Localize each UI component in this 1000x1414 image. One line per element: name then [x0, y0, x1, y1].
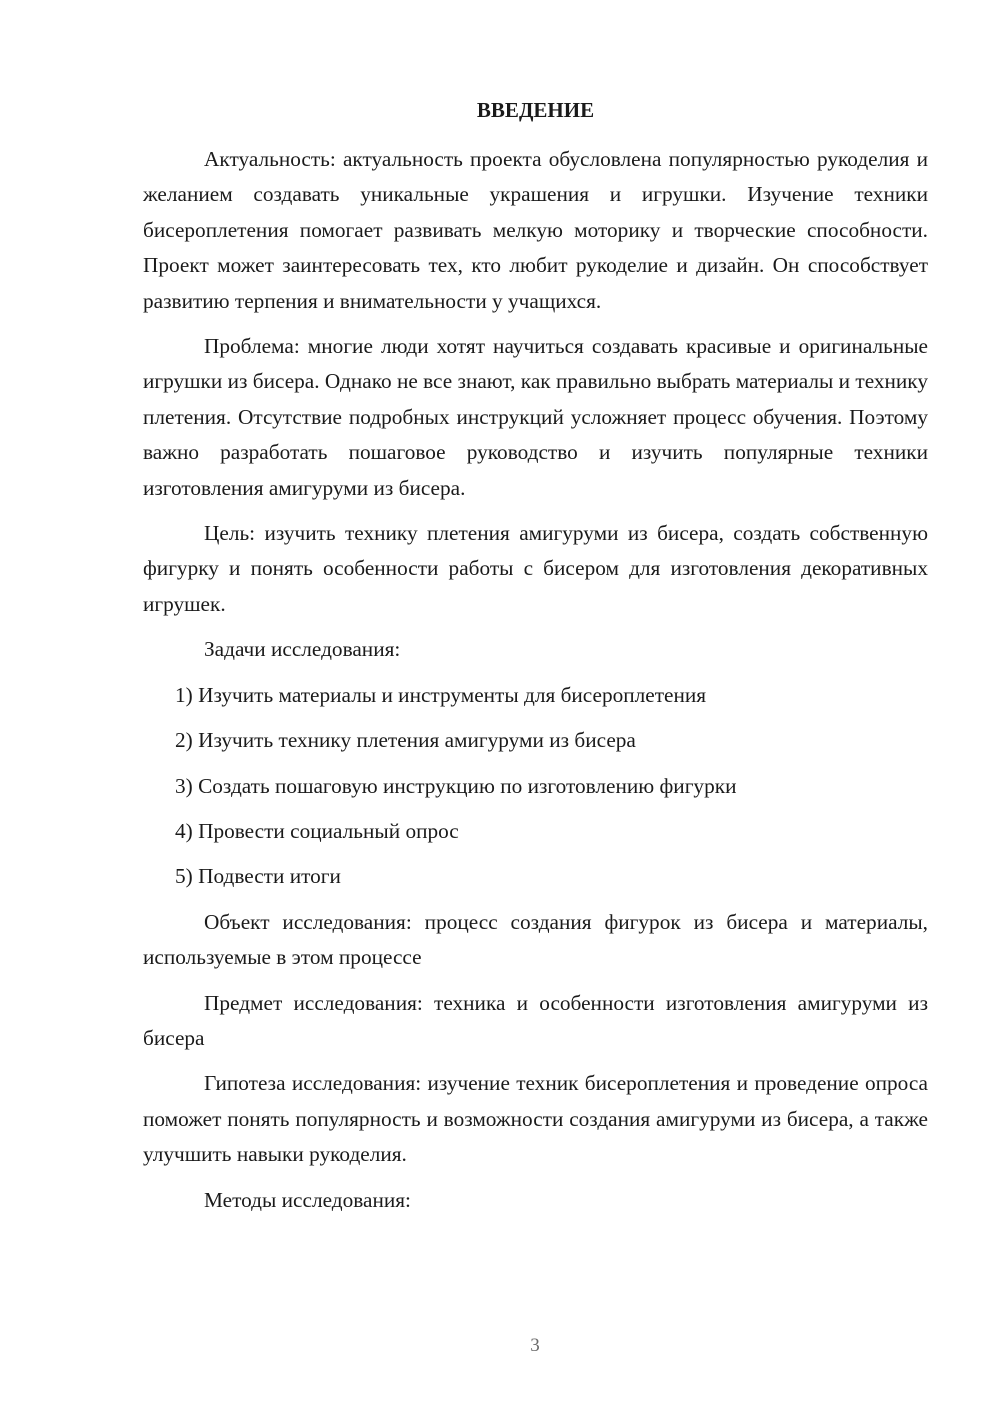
page-number: 3 [530, 1335, 540, 1356]
subject-paragraph: Предмет исследования: техника и особенности изготовления амигуруми из бисера [143, 990, 928, 1050]
object-paragraph: Объект исследования: процесс создания фигурок из бисера и материалы, используемые в этом процессе [143, 909, 928, 970]
list-item: 4) Провести социальный опрос [175, 818, 459, 843]
methods-heading: Методы исследования: [204, 1187, 411, 1212]
tasks-heading: Задачи исследования: [204, 637, 401, 662]
list-item: 3) Создать пошаговую инструкцию по изготовлению фигурки [175, 773, 737, 798]
tasks-list [143, 678, 928, 895]
document-page [143, 96, 928, 1228]
list-item: 1) Изучить материалы и инструменты для бисероплетения [175, 682, 707, 707]
relevance-paragraph: Актуальность: актуальность проекта обусловлена популярностью рукоделия и желанием создавать уникальные украшения и игрушки. Изучение техники бисероплетения помогает развивать мелкую моторику и творческие способности. Проект может заинтересовать тех, кто любит рукоделие и дизайн. Он способствует развитию терпения и внимательности у учащихся. [143, 147, 928, 313]
goal-paragraph: Цель: изучить технику плетения амигуруми из бисера, создать собственную фигурку и понять особенности работы с бисером для изготовления декоративных игрушек. [143, 521, 928, 616]
hypothesis-paragraph: Гипотеза исследования: изучение техник бисероплетения и проведение опроса поможет понять популярность и возможности создания амигуруми из бисера, а также улучшить навыки рукоделия. [143, 1071, 928, 1167]
list-item: 5) Подвести итоги [175, 864, 341, 889]
problem-paragraph: Проблема: многие люди хотят научиться создавать красивые и оригинальные игрушки из бисера. Однако не все знают, как правильно выбрать материалы и технику плетения. Отсутствие подробных инструкций усложняет процесс обучения. Поэтому важно разработать пошаговое руководство и изучить популярные техники изготовления амигуруми из бисера. [143, 334, 928, 500]
list-item: 2) Изучить технику плетения амигуруми из бисера [175, 728, 636, 753]
page-title: ВВЕДЕНИЕ [476, 98, 595, 122]
